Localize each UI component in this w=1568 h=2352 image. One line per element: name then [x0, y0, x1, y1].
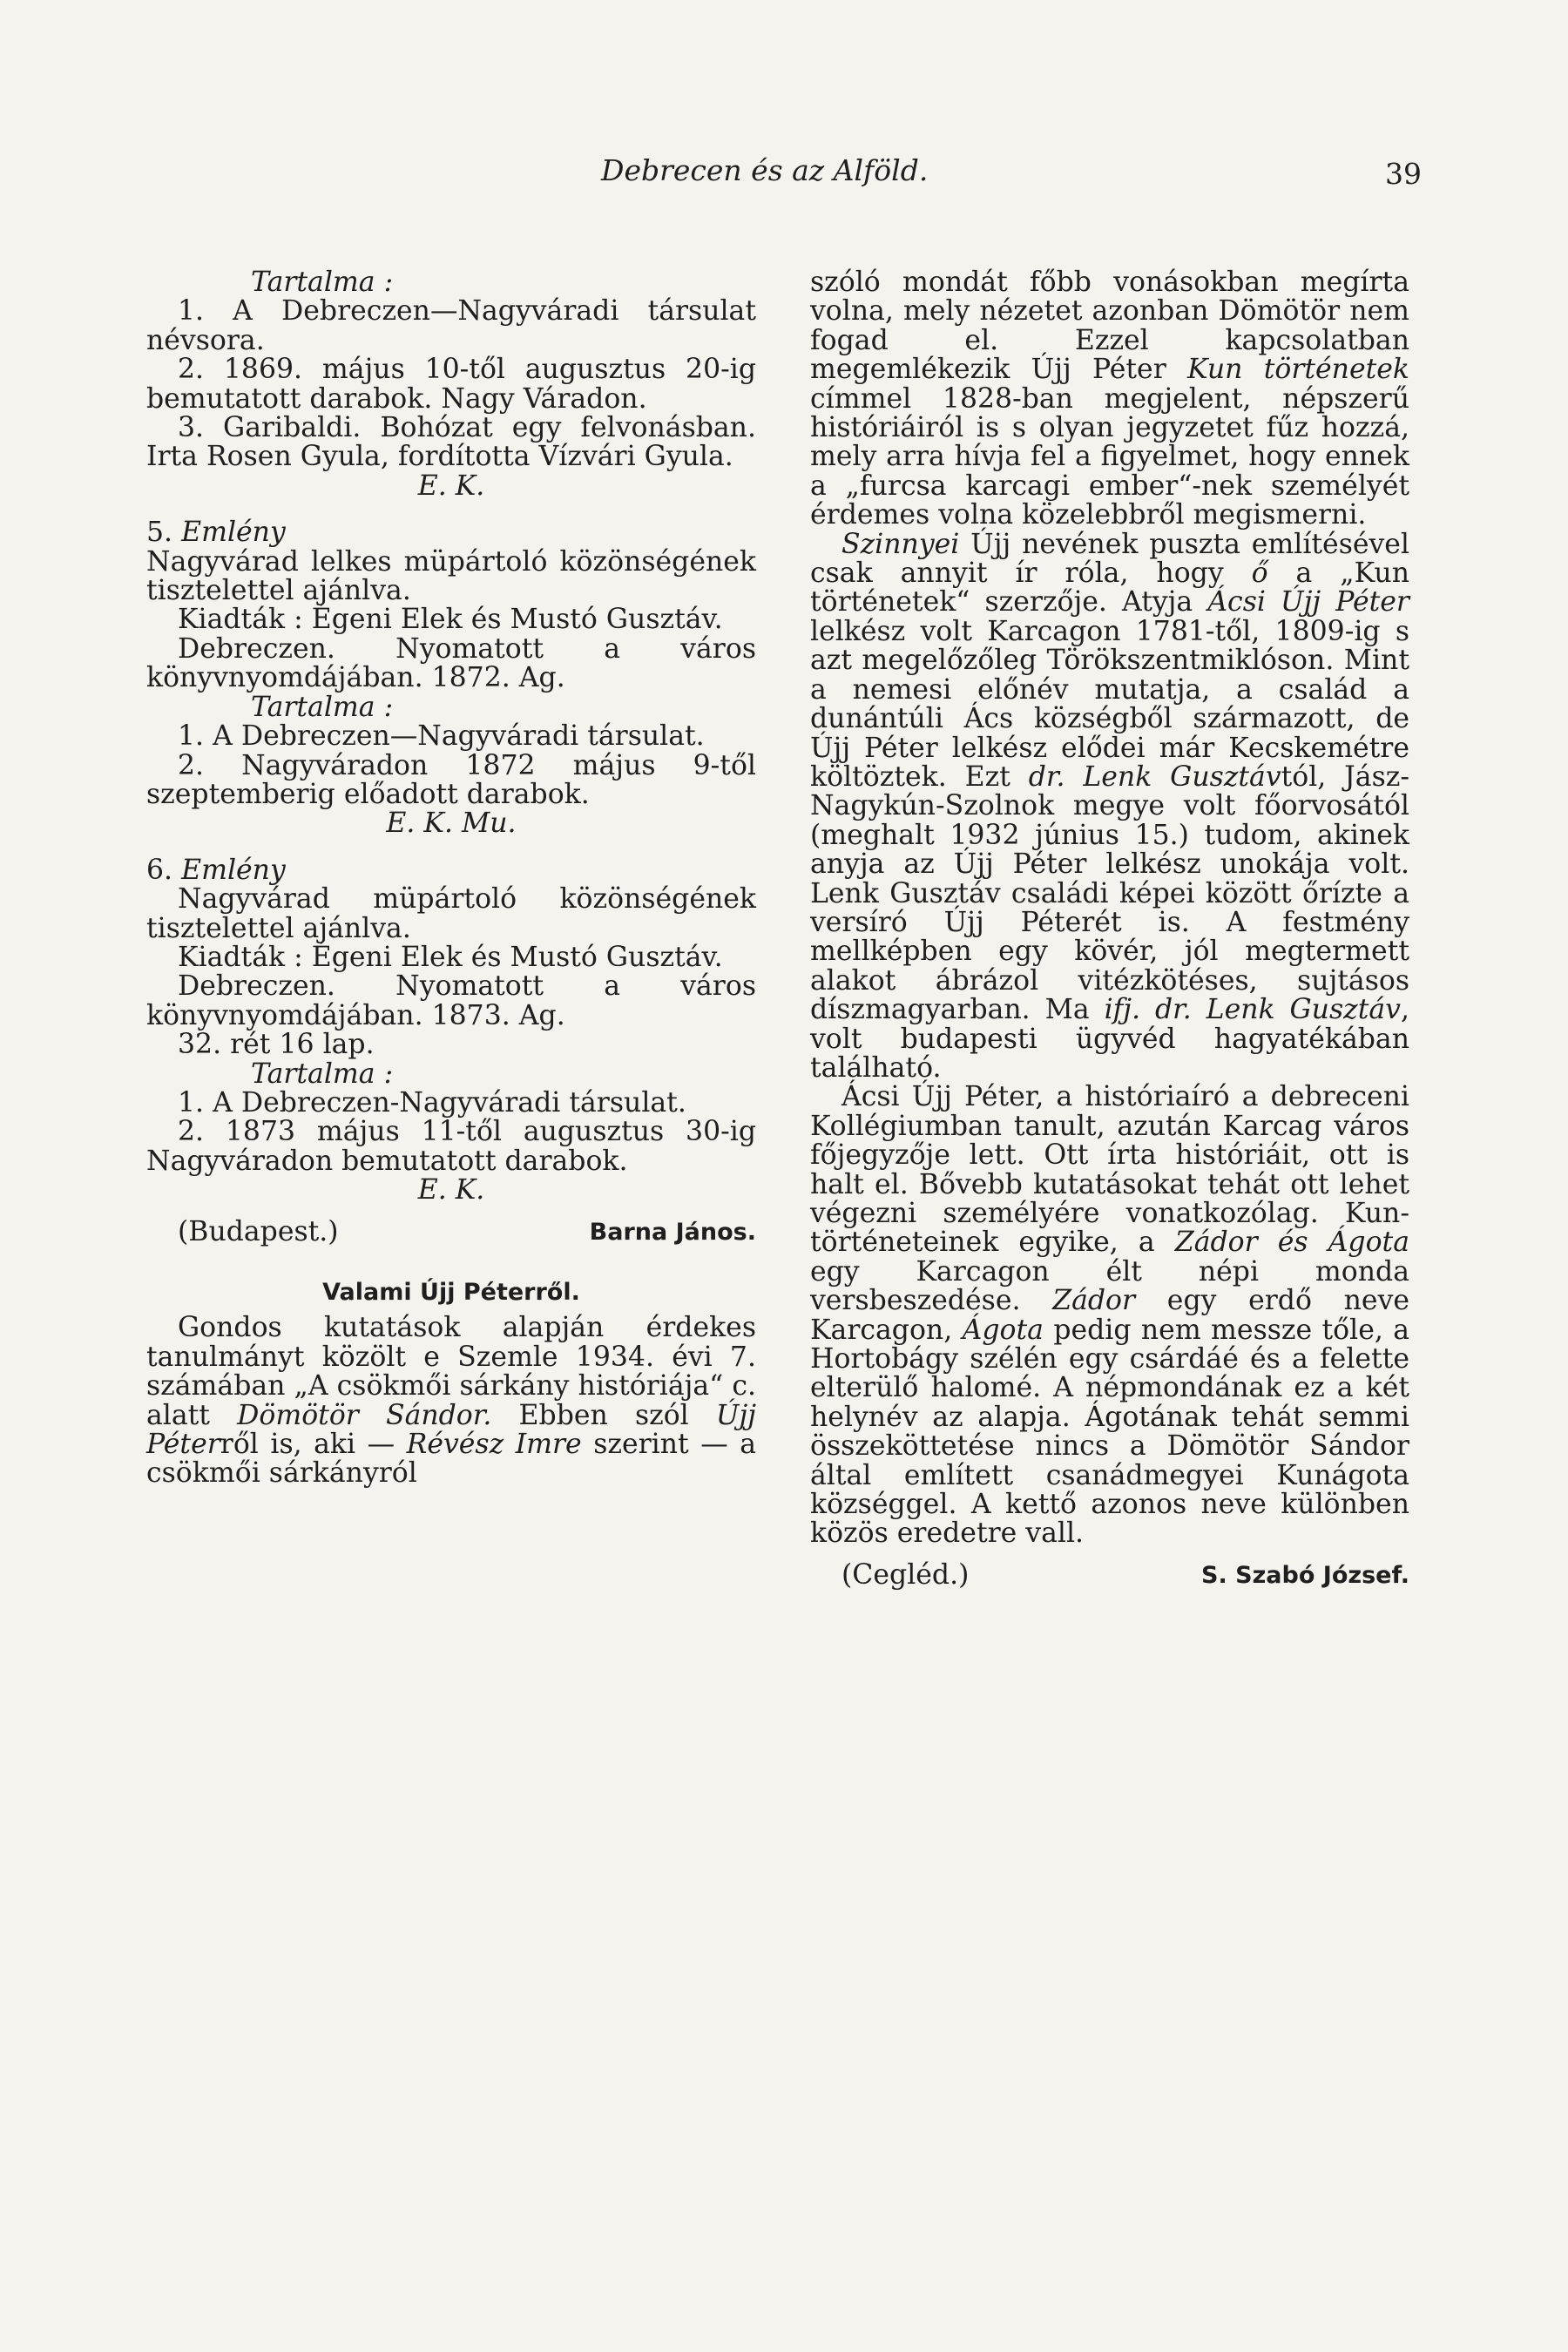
toc-item: 1. A Debreczen—Nagyváradi társulat. — [178, 720, 705, 753]
byline-author: Barna János. — [589, 1218, 756, 1246]
byline-place: (Cegléd.) — [841, 1558, 970, 1591]
signature-initials: E. K. — [417, 1174, 485, 1206]
entry-publisher: Kiadták : Égeni Elek és Mustó Gusztáv. — [178, 941, 723, 973]
article-paragraph: Ácsi Újj Péter, a históriaíró a debreceni Kollégiumban tanult, azután Karcag város főjegyzője lett. Ott írta históriáit, ott is halt el. Bővebb kutatásokat tehát ott lehet végezni személyére vonatkozólag. Kun-történeteinek egyike, a Zádor és Ágota egy Karcagon élt népi monda versbeszedése. Zádor egy erdő neve Karcagon, Ágota pedig nem messze tőle, a Hortobágy szélén egy csárdáé és a felette elterülő halomé. A népmondának ez a két helynév az alapja. Ágotának tehát semmi összeköttetése nincs a Dömötör Sándor által említett csanádmegyei Kunágota községgel. A kettő azonos neve különben közös eredetre vall. — [810, 1081, 1410, 1550]
person-reference: dr. Lenk Gusztáv — [1028, 760, 1281, 793]
toc-heading: Tartalma : — [251, 1058, 394, 1090]
work-title: Zádor és Ágota — [1174, 1227, 1409, 1259]
toc-heading: Tartalma : — [251, 691, 394, 723]
toc-item: 3. Garibaldi. Bohózat egy felvonásban. Irta Rosen Gyula, fordította Vízvári Gyula. — [146, 412, 756, 473]
byline-author: S. Szabó József. — [1201, 1561, 1409, 1589]
place-reference: Ágota — [962, 1314, 1044, 1346]
entry-printer: Debreczen. Nyomatott a város könyvnyomdájában. 1872. Ag. — [146, 632, 756, 694]
entry-publisher: Kiadták : Égeni Elek és Mustó Gusztáv. — [178, 604, 723, 636]
signature-initials: E. K. — [417, 470, 485, 502]
person-reference: Újj Péter — [146, 1399, 756, 1461]
byline — [146, 1215, 756, 1247]
byline-place: (Budapest.) — [178, 1215, 339, 1247]
entry-number: 6. — [146, 854, 173, 886]
person-reference: Ácsi Újj Péter — [1207, 586, 1409, 618]
byline — [810, 1558, 1409, 1591]
left-column — [146, 268, 756, 1489]
entry-size: 32. rét 16 lap. — [178, 1029, 375, 1061]
entry-description: Nagyvárad müpártoló közönségének tisztelettel ajánlva. — [146, 883, 756, 944]
work-title: Kun történetek — [1187, 354, 1409, 386]
entry-heading — [146, 856, 756, 885]
page-number: 39 — [1385, 157, 1422, 191]
entry-printer: Debreczen. Nyomatott a város könyvnyomdájában. 1873. Ag. — [146, 970, 756, 1031]
running-header: Debrecen és az Alföld. — [601, 153, 929, 187]
entry-description: Nagyvárad lelkes müpártoló közönségének tisztelettel ajánlva. — [146, 545, 756, 607]
article-paragraph: Gondos kutatások alapján érdekes tanulmányt közölt e Szemle 1934. évi 7. számában „A csökmői sárkány históriája“ c. alatt Dömötör Sándor. Ebben szól Újj Péterről is, aki — Révész Imre szerint — a csökmői sárkányról — [146, 1312, 756, 1490]
article-paragraph: szóló mondát főbb vonásokban megírta volna, mely nézetet azonban Dömötör nem fogad el. Ezzel kapcsolatban megemlékezik Újj Péter Kun történetek címmel 1828-ban megjelent, népszerű históriáiról is s olyan jegyzetet fűz hozzá, mely arra hívja fel a figyelmet, hogy ennek a „furcsa karcagi ember“-nek személyét érdemes volna közelebbről megismerni. — [810, 267, 1409, 531]
right-column — [810, 268, 1409, 1590]
author-reference: Szinnyei — [841, 528, 960, 560]
toc-item: 1. A Debreczen-Nagyváradi társulat. — [178, 1086, 686, 1119]
entry-heading — [146, 518, 756, 547]
toc-item: 2. Nagyváradon 1872 május 9-től szeptemberig előadott darabok. — [146, 749, 756, 810]
toc-item: 2. 1869. május 10-től augusztus 20-ig bemutatott darabok. Nagy Váradon. — [146, 354, 756, 415]
entry-title: Emlény — [181, 517, 286, 549]
author-reference: Dömötör Sándor. — [237, 1399, 492, 1431]
entry-number: 5. — [146, 517, 173, 549]
entry-title: Emlény — [181, 854, 286, 886]
toc-item: 2. 1873 május 11-től augusztus 30-ig Nagyváradon bemutatott darabok. — [146, 1116, 756, 1177]
person-reference: ifj. dr. Lenk Gusztáv — [1104, 994, 1401, 1026]
toc-item: 1. A Debreczen—Nagyváradi társulat névsora. — [146, 295, 756, 356]
place-reference: Zádor — [1052, 1285, 1136, 1317]
signature-initials: E. K. Mu. — [386, 808, 517, 840]
article-title: Valami Újj Péterről. — [322, 1279, 580, 1306]
article-paragraph: Szinnyei Újj nevének puszta említésével csak annyit ír róla, hogy ő a „Kun történetek“ szerzője. Atyja Ácsi Újj Péter lelkész volt Karcagon 1781-től, 1809-ig s azt megelőzőleg Törökszentmiklóson. Mint a nemesi előnév mutatja, a család a dunántúli Ács községből származott, de Újj Péter lelkész elődei már Kecskemétre költöztek. Ezt dr. Lenk Gusztávtól, Jász-Nagykún-Szolnok megye volt főorvosától (meghalt 1932 június 15.) tudom, akinek anyja az Újj Péter lelkész unokája volt. Lenk Gusztáv családi képei között őrízte a versíró Újj Péterét is. A festmény mellképben egy kövér, jól megtermett alakot ábrázol vitézkötéses, sujtásos díszmagyarban. Ma ifj. dr. Lenk Gusztáv, volt budapesti ügyvéd hagyatékában található. — [810, 528, 1410, 1084]
person-reference: Révész Imre — [406, 1429, 582, 1461]
toc-heading: Tartalma : — [251, 267, 394, 298]
